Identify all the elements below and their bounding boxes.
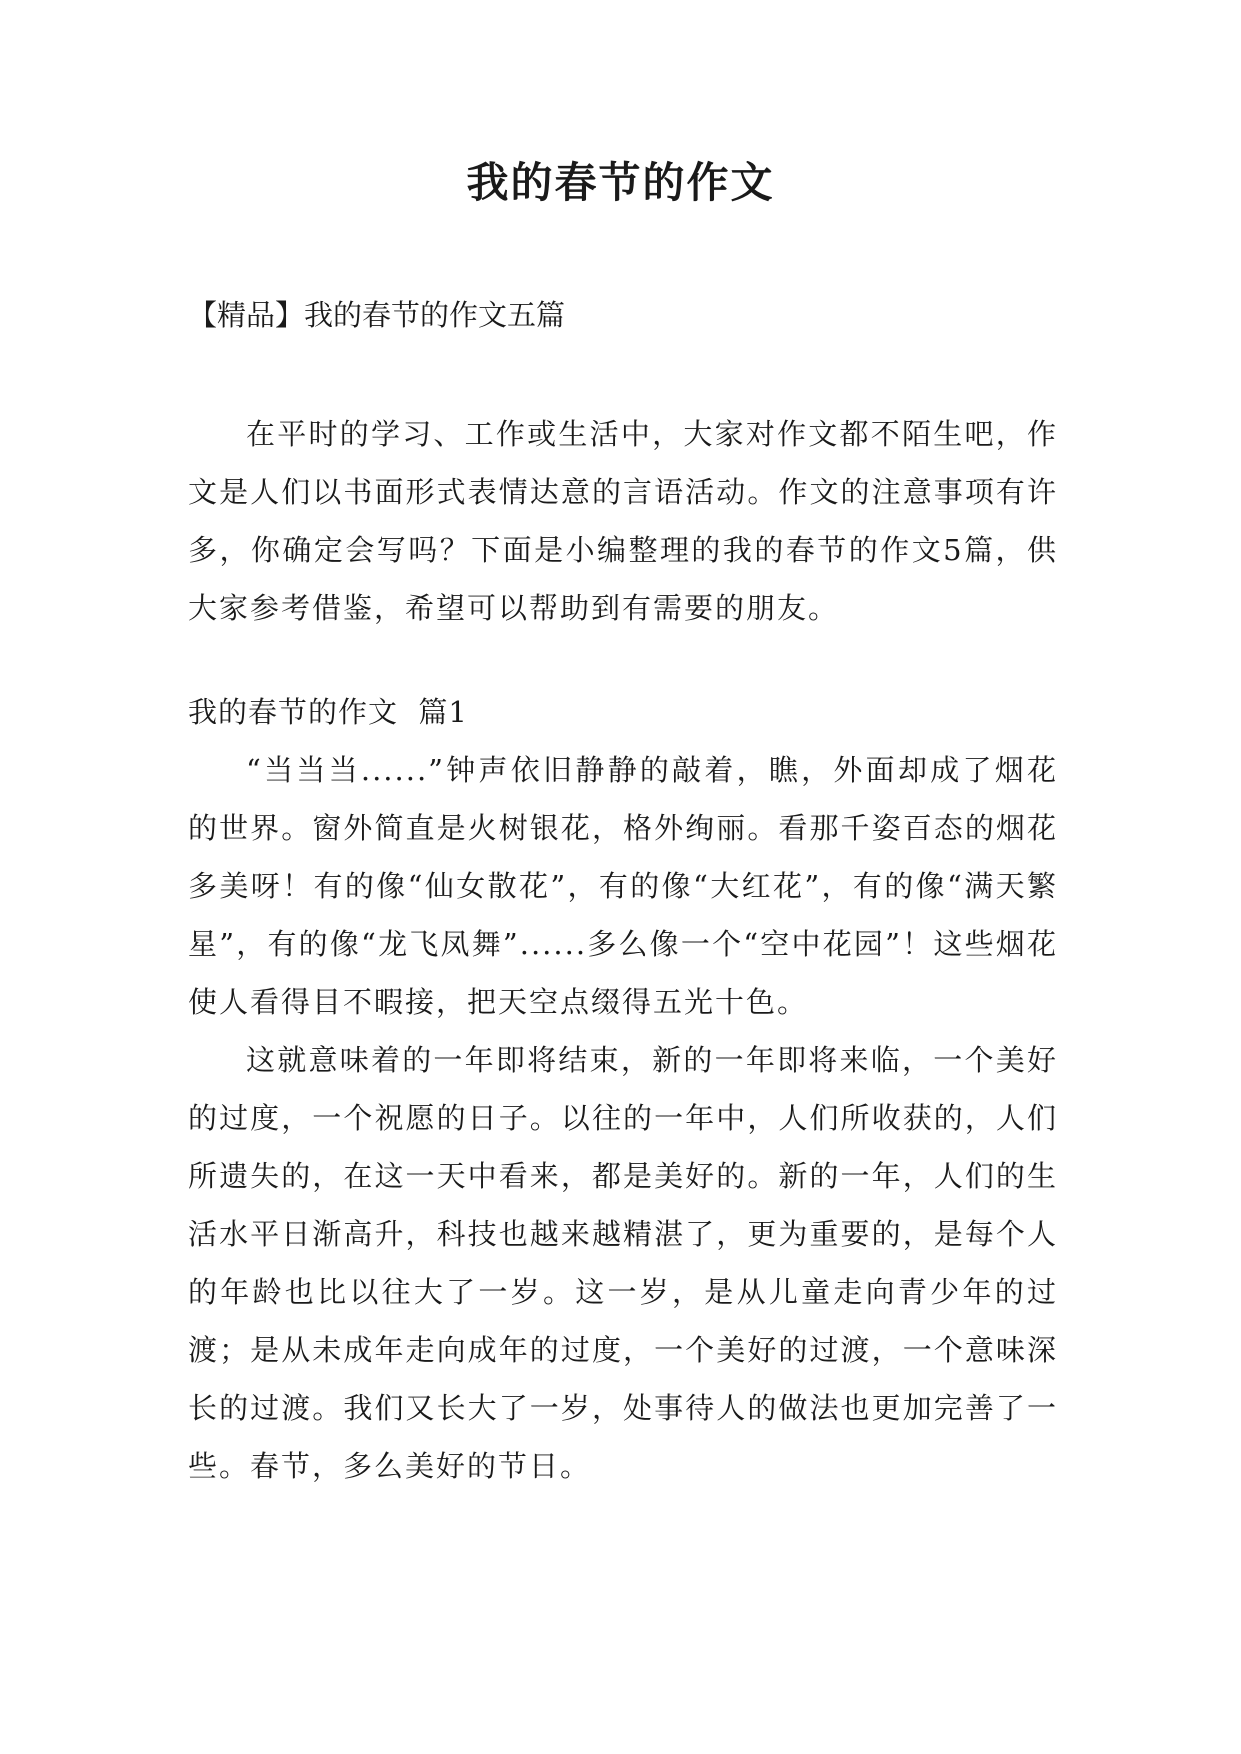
section-heading: 我的春节的作文 篇1 bbox=[188, 695, 468, 729]
document-title: 我的春节的作文 bbox=[466, 158, 775, 207]
body-paragraph: “当当当......”钟声依旧静静的敲着，瞧，外面却成了烟花的世界。窗外简直是火树银花，格外绚丽。看那千姿百态的烟花多美呀！有的像“仙女散花”，有的像“大红花”，有的像“满天繁星”，有的像“龙飞凤舞”......多么像一个“空中花园”！这些烟花使人看得目不暇接，把天空点缀得五光十色。 bbox=[188, 753, 1058, 1019]
body-paragraph: 这就意味着的一年即将结束，新的一年即将来临，一个美好的过度，一个祝愿的日子。以往的一年中，人们所收获的，人们所遗失的，在这一天中看来，都是美好的。新的一年，人们的生活水平日渐高升，科技也越来越精湛了，更为重要的，是每个人的年龄也比以往大了一岁。这一岁，是从儿童走向青少年的过渡；是从未成年走向成年的过度，一个美好的过渡，一个意味深长的过渡。我们又长大了一岁，处事待人的做法也更加完善了一些。春节，多么美好的节日。 bbox=[188, 1043, 1058, 1483]
intro-paragraph: 在平时的学习、工作或生活中，大家对作文都不陌生吧，作文是人们以书面形式表情达意的言语活动。作文的注意事项有许多，你确定会写吗？下面是小编整理的我的春节的作文5篇，供大家参考借鉴，希望可以帮助到有需要的朋友。 bbox=[188, 417, 1058, 625]
document-body bbox=[188, 405, 1058, 1495]
document-subtitle: 【精品】我的春节的作文五篇 bbox=[188, 298, 566, 332]
